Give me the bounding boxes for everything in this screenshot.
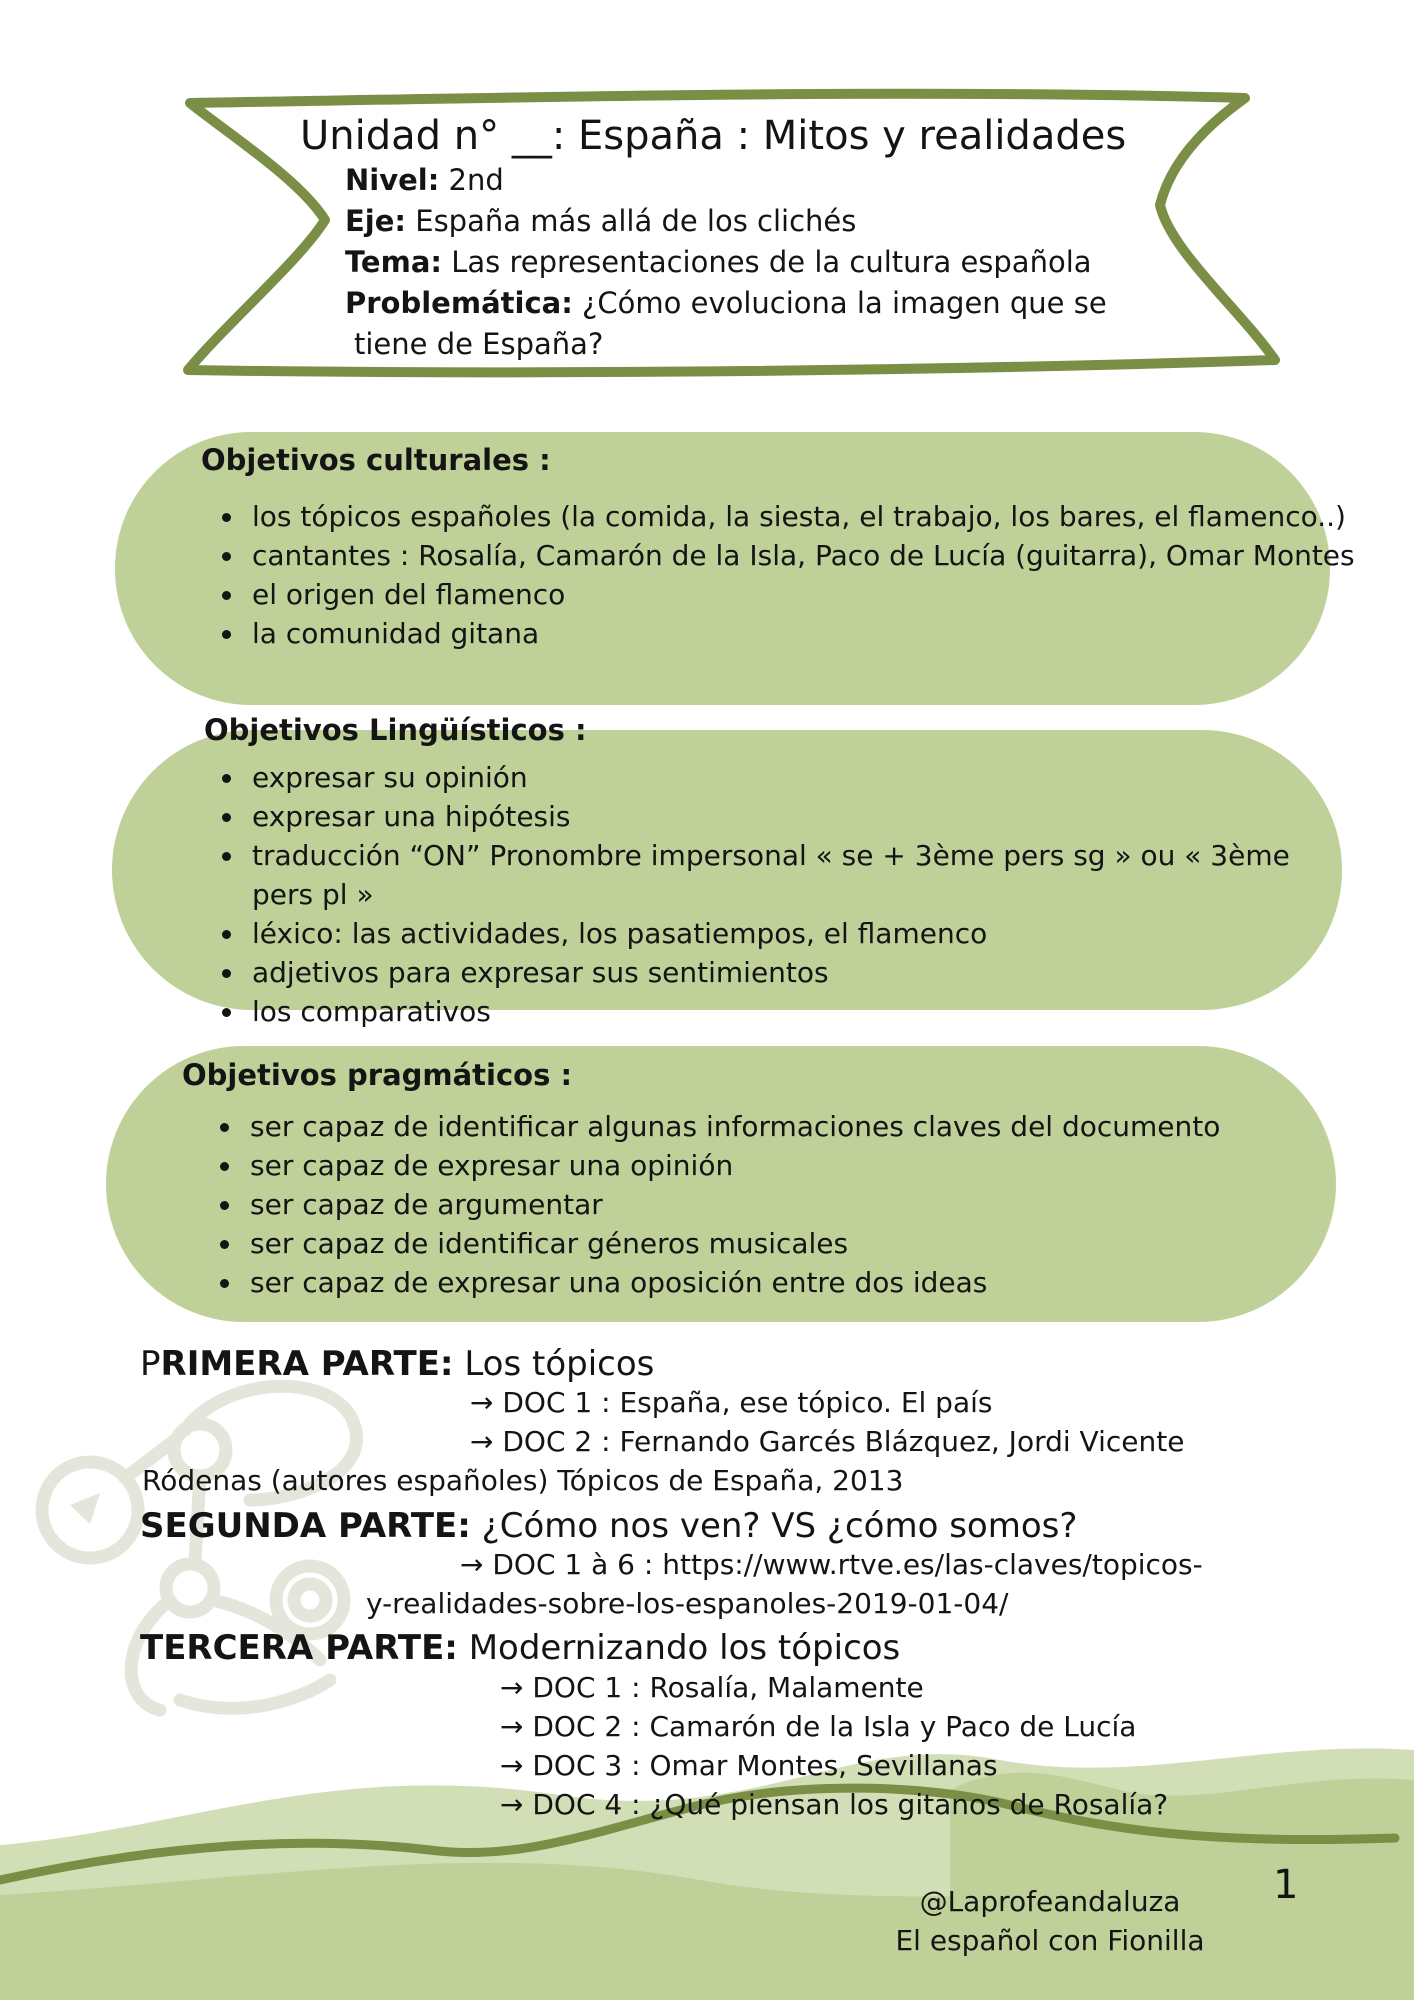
segunda-parte-heading: SEGUNDA PARTE: ¿Cómo nos ven? VS ¿cómo somos? bbox=[140, 1506, 1078, 1546]
list-item: los tópicos españoles (la comida, la siesta, el trabajo, los bares, el flamenco..) bbox=[218, 497, 1408, 536]
primera-doc-2: → DOC 2 : Fernando Garcés Blázquez, Jordi Vicente bbox=[470, 1425, 1185, 1458]
nivel-value: 2nd bbox=[448, 163, 504, 197]
list-item: la comunidad gitana bbox=[218, 614, 1408, 653]
page-number: 1 bbox=[1273, 1862, 1299, 1908]
tercera-parte-title: Modernizando los tópicos bbox=[457, 1628, 901, 1668]
list-item: expresar su opinión bbox=[218, 758, 1338, 797]
primera-parte-heading: PRIMERA PARTE: Los tópicos bbox=[140, 1344, 655, 1384]
segunda-doc-1: → DOC 1 à 6 : https://www.rtve.es/las-claves/topicos- bbox=[460, 1548, 1203, 1581]
list-item: léxico: las actividades, los pasatiempos, el flamenco bbox=[218, 914, 1338, 953]
arrow-doodle bbox=[70, 1493, 100, 1524]
unit-title: Unidad n° __: España : Mitos y realidades bbox=[300, 113, 1127, 159]
list-item: cantantes : Rosalía, Camarón de la Isla, Paco de Lucía (guitarra), Omar Montes bbox=[218, 536, 1408, 575]
tema-row: Tema: Las representaciones de la cultura española bbox=[345, 245, 1092, 279]
list-item: traducción “ON” Pronombre impersonal « se + 3ème pers sg » ou « 3ème pers pl » bbox=[218, 836, 1338, 914]
author-handle: @Laprofeandaluza bbox=[919, 1885, 1181, 1918]
eje-row: Eje: España más allá de los clichés bbox=[345, 204, 857, 238]
list-item: adjetivos para expresar sus sentimientos bbox=[218, 953, 1338, 992]
list-item: ser capaz de expresar una oposición entre dos ideas bbox=[216, 1263, 1336, 1302]
list-item: expresar una hipótesis bbox=[218, 797, 1338, 836]
segunda-parte-title: ¿Cómo nos ven? VS ¿cómo somos? bbox=[470, 1506, 1078, 1546]
primera-parte-title: Los tópicos bbox=[453, 1344, 655, 1384]
problematica-value: ¿Cómo evoluciona la imagen que se bbox=[582, 286, 1107, 320]
tercera-doc-4: → DOC 4 : ¿Qué piensan los gitanos de Rosalía? bbox=[500, 1788, 1169, 1821]
list-item: ser capaz de identificar géneros musicales bbox=[216, 1224, 1336, 1263]
tema-value: Las representaciones de la cultura española bbox=[451, 245, 1092, 279]
tercera-parte-heading: TERCERA PARTE: Modernizando los tópicos bbox=[140, 1628, 901, 1668]
culturales-title: Objetivos culturales : bbox=[201, 443, 551, 477]
unit-meta bbox=[345, 160, 1200, 365]
list-item: ser capaz de argumentar bbox=[216, 1185, 1336, 1224]
problematica-continuation: tiene de España? bbox=[354, 327, 604, 361]
list-item: ser capaz de identificar algunas informaciones claves del documento bbox=[216, 1107, 1336, 1146]
list-item: los comparativos bbox=[218, 992, 1338, 1031]
culturales-list bbox=[218, 497, 1408, 653]
problematica-row: Problemática: ¿Cómo evoluciona la imagen que se bbox=[345, 286, 1107, 320]
segunda-doc-1-continuation: y-realidades-sobre-los-espanoles-2019-01-04/ bbox=[366, 1587, 1009, 1620]
tercera-doc-2: → DOC 2 : Camarón de la Isla y Paco de Lucía bbox=[500, 1710, 1137, 1743]
primera-doc-1: → DOC 1 : España, ese tópico. El país bbox=[470, 1386, 993, 1419]
unit-banner bbox=[300, 112, 1200, 365]
eje-value: España más allá de los clichés bbox=[415, 204, 857, 238]
list-item: ser capaz de expresar una opinión bbox=[216, 1146, 1336, 1185]
brand-name: El español con Fionilla bbox=[895, 1924, 1205, 1957]
pragmaticos-title: Objetivos pragmáticos : bbox=[182, 1058, 573, 1092]
footer-credits bbox=[880, 1882, 1220, 1960]
pragmaticos-list bbox=[216, 1107, 1336, 1302]
tercera-doc-1: → DOC 1 : Rosalía, Malamente bbox=[500, 1671, 924, 1704]
tercera-doc-3: → DOC 3 : Omar Montes, Sevillanas bbox=[500, 1749, 998, 1782]
linguisticos-list bbox=[218, 758, 1338, 1031]
linguisticos-title: Objetivos Lingüísticos : bbox=[204, 713, 587, 747]
nivel-row: Nivel: 2nd bbox=[345, 163, 504, 197]
primera-doc-2-continuation: Ródenas (autores españoles) Tópicos de España, 2013 bbox=[142, 1464, 904, 1497]
list-item: el origen del flamenco bbox=[218, 575, 1408, 614]
